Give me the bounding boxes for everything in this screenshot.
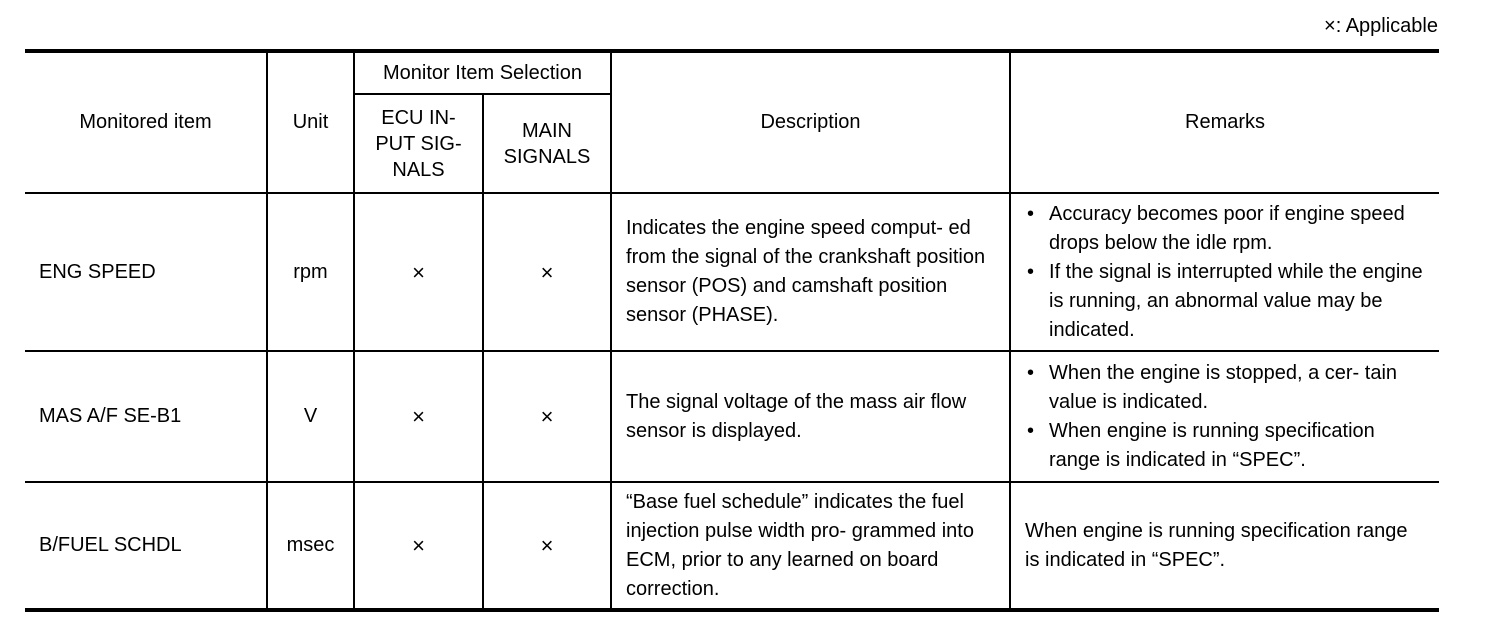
remarks-list xyxy=(1025,359,1425,475)
remarks-list xyxy=(1025,200,1425,345)
description-cell: The signal voltage of the mass air flow sensor is displayed. xyxy=(611,351,1010,482)
monitored-item-cell: ENG SPEED xyxy=(25,193,267,351)
main-signal-mark: × xyxy=(483,351,611,482)
remarks-cell xyxy=(1010,351,1439,482)
remark-item: • When engine is running specification range is indicated in “SPEC”. xyxy=(1025,417,1425,475)
monitor-item-table xyxy=(25,49,1439,612)
header-remarks: Remarks xyxy=(1010,51,1439,193)
remark-item: • If the signal is interrupted while the engine is running, an abnormal value may be indicated. xyxy=(1025,258,1425,345)
main-signal-mark: × xyxy=(483,193,611,351)
description-cell: Indicates the engine speed comput- ed from the signal of the crankshaft position sensor (POS) and camshaft position sensor (PHASE). xyxy=(611,193,1010,351)
applicable-legend: ×: Applicable xyxy=(1324,15,1438,37)
ecu-input-mark: × xyxy=(354,351,483,482)
monitored-item-cell: MAS A/F SE-B1 xyxy=(25,351,267,482)
unit-cell: rpm xyxy=(267,193,354,351)
header-monitor-item-selection: Monitor Item Selection xyxy=(354,51,611,94)
description-cell: “Base fuel schedule” indicates the fuel injection pulse width pro- grammed into ECM, prior to any learned on board correction. xyxy=(611,482,1010,610)
unit-cell: msec xyxy=(267,482,354,610)
ecu-input-mark: × xyxy=(354,193,483,351)
table-row xyxy=(25,351,1439,482)
header-monitored-item: Monitored item xyxy=(25,51,267,193)
table-row xyxy=(25,193,1439,351)
main-signal-mark: × xyxy=(483,482,611,610)
monitored-item-cell: B/FUEL SCHDL xyxy=(25,482,267,610)
remarks-cell: When engine is running specification range is indicated in “SPEC”. xyxy=(1010,482,1439,610)
remark-item: • When the engine is stopped, a cer- tain value is indicated. xyxy=(1025,359,1425,417)
remarks-cell xyxy=(1010,193,1439,351)
header-ecu-input-signals: ECU IN- PUT SIG- NALS xyxy=(354,94,483,193)
header-description: Description xyxy=(611,51,1010,193)
remark-item: • Accuracy becomes poor if engine speed drops below the idle rpm. xyxy=(1025,200,1425,258)
header-main-signals: MAIN SIGNALS xyxy=(483,94,611,193)
header-unit: Unit xyxy=(267,51,354,193)
ecu-input-mark: × xyxy=(354,482,483,610)
unit-cell: V xyxy=(267,351,354,482)
table-row xyxy=(25,482,1439,610)
